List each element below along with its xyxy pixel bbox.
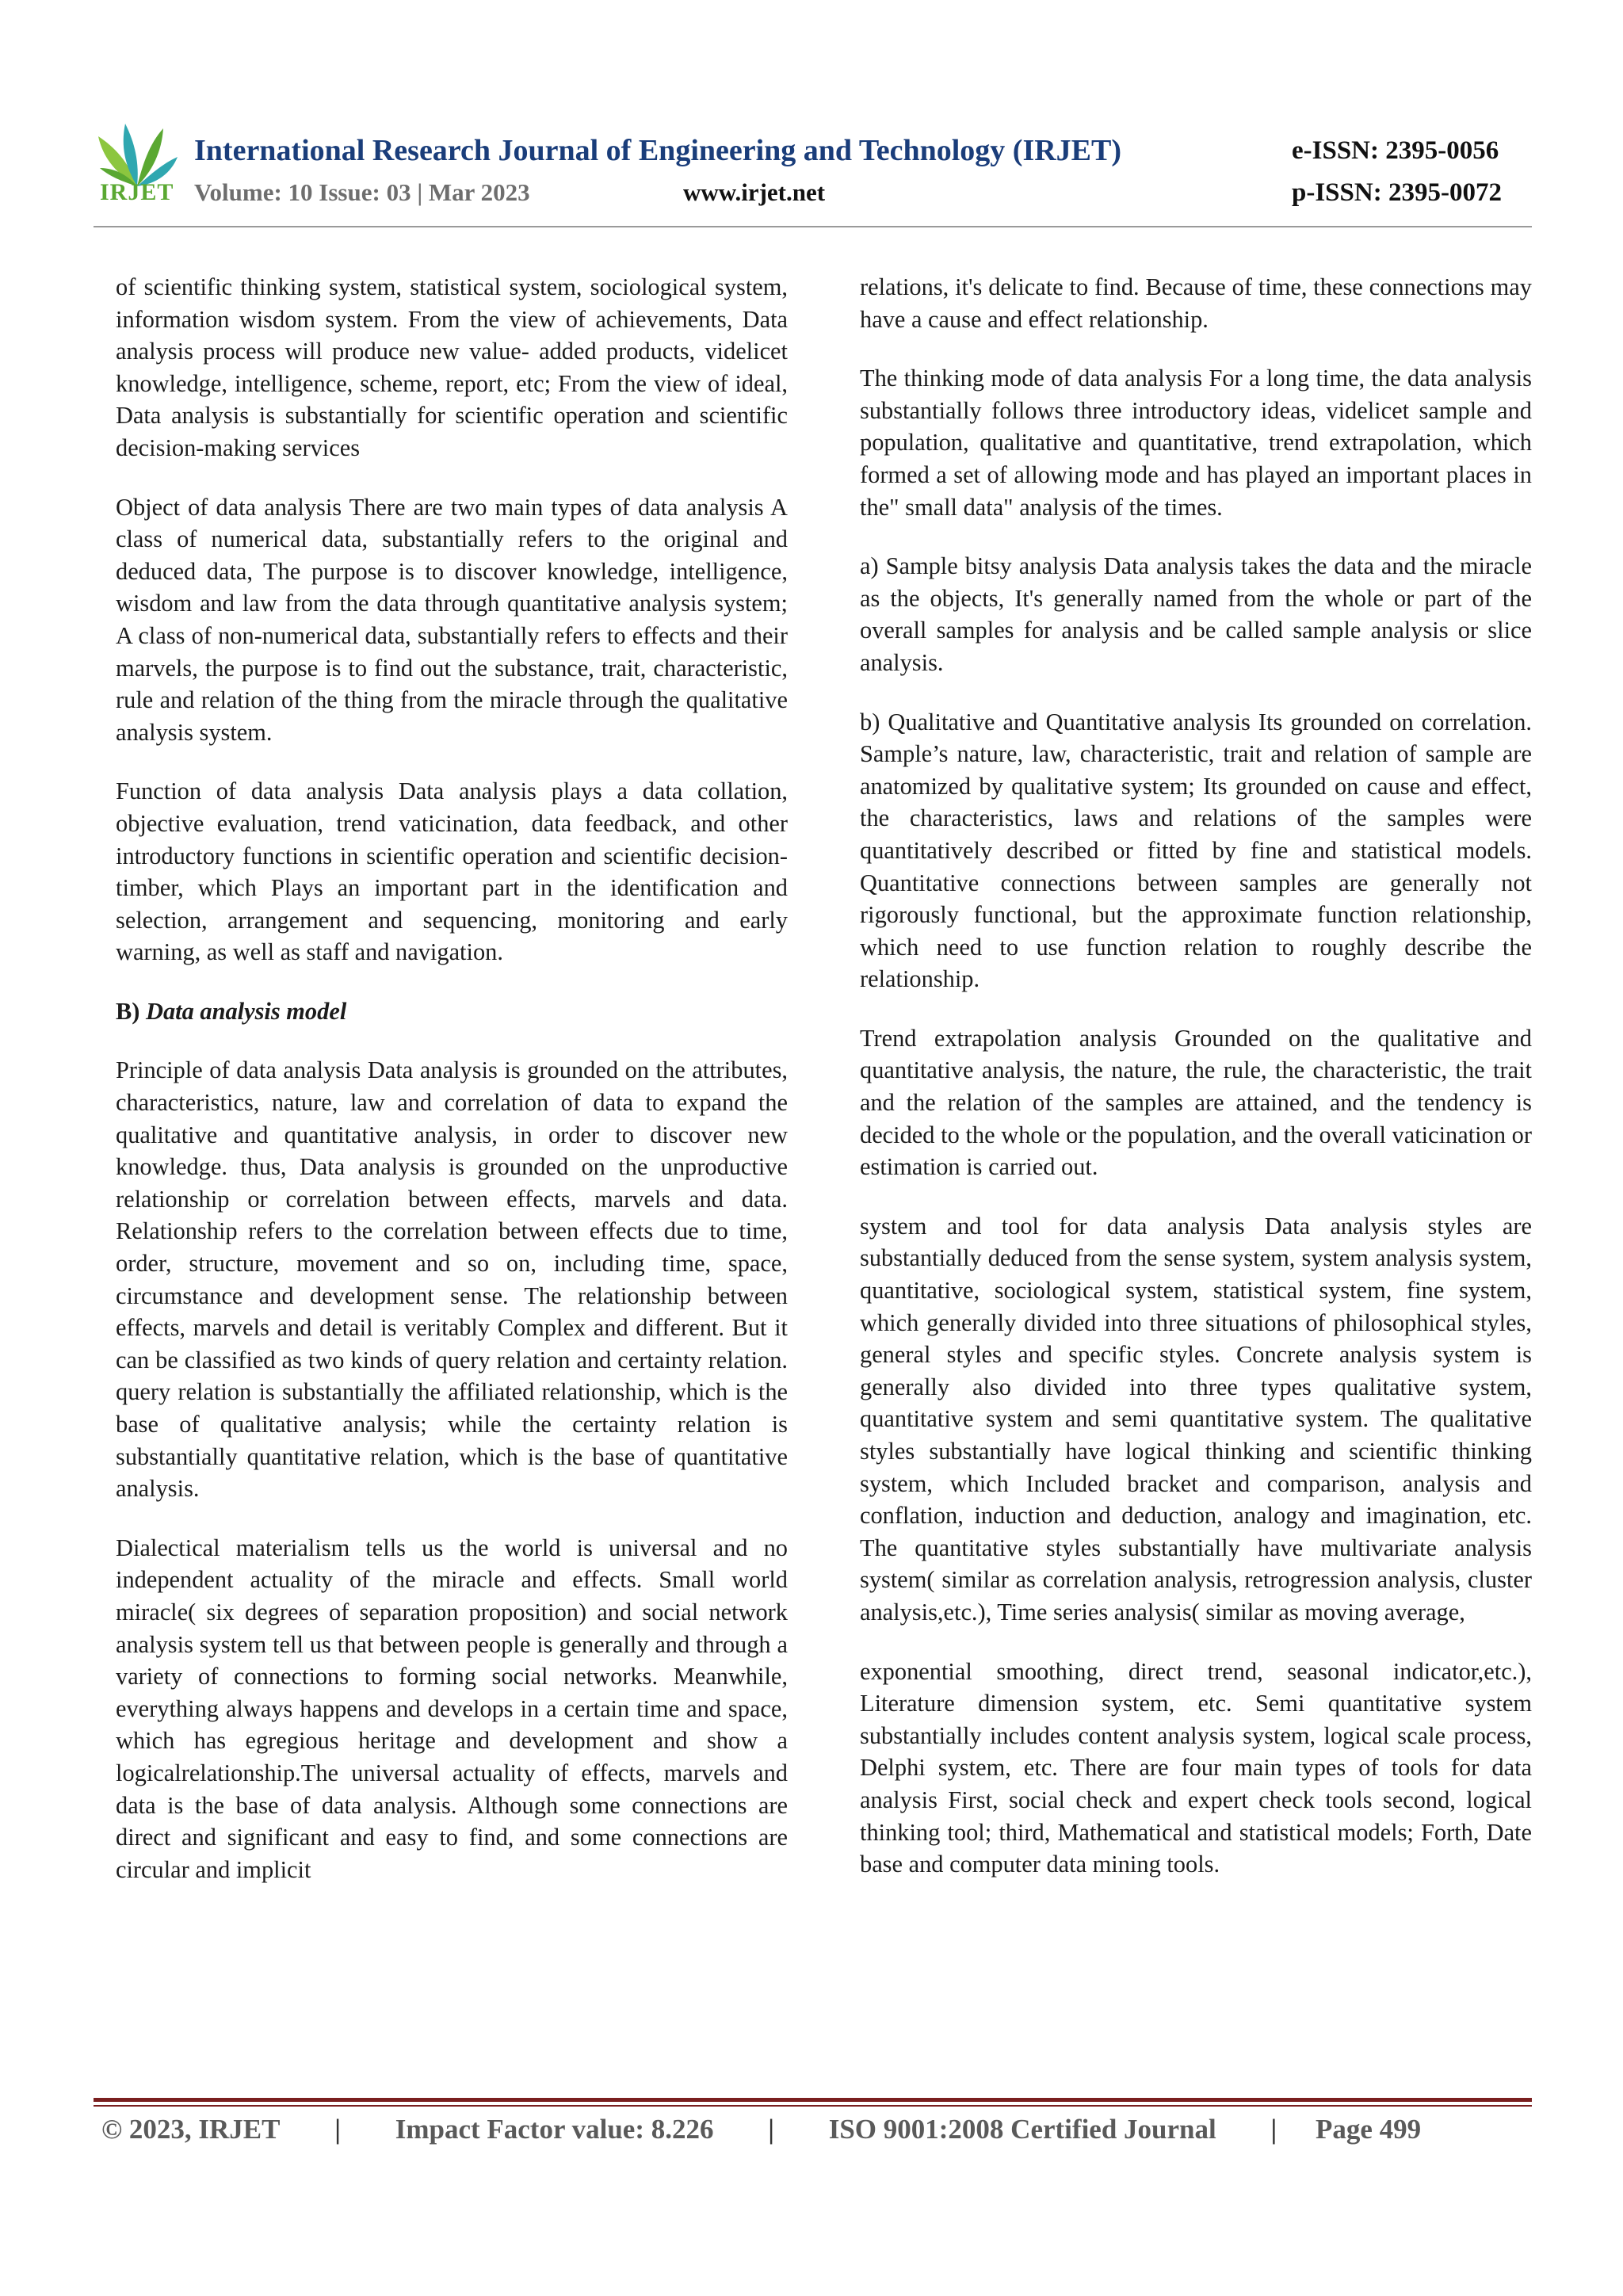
page-number: Page 499 (1315, 2114, 1422, 2145)
header-divider (94, 226, 1532, 227)
footer-copyright: © 2023, IRJET (101, 2114, 281, 2145)
paragraph: The thinking mode of data analysis For a long time, the data analysis substantially follows three introductory ideas, videlicet sample and population, qualitative and quantitative, trend extrapolation, which formed a set of allowing mode and has played an important places in the" small data" analysis of the times. (860, 365, 1532, 521)
section-heading-prefix: B) (116, 997, 140, 1025)
footer-separator: | (768, 2114, 774, 2145)
e-issn: e-ISSN: 2395-0056 (1292, 136, 1499, 165)
paragraph: b) Qualitative and Quantitative analysis Its grounded on correlation. Sample’s nature, law, characteristic, trait and relation of sample are anatomized by qualitative system; Its grounded on cause and effect, the characteristics, laws and relations of the samples were quantitatively described or fitted by fine and statistical models. Quantitative connections between samples are generally not rigorously functional, but the approximate function relationship, which need to use function relation to roughly describe the relationship. (860, 708, 1532, 993)
page-footer (101, 2114, 1421, 2145)
footer-impact-factor: Impact Factor value: 8.226 (395, 2114, 714, 2145)
journal-website-link[interactable]: www.irjet.net (683, 178, 826, 206)
left-column (116, 271, 788, 1912)
paragraph: Trend extrapolation analysis Grounded on the qualitative and quantitative analysis, the nature, the rule, the characteristic, the trait and the relation of the samples are attained, and the tendency is decided to the whole or the population, and the overall vaticination or estimation is carried out. (860, 1024, 1532, 1181)
footer-divider-thin (94, 2105, 1532, 2107)
paragraph: Principle of data analysis Data analysis is grounded on the attributes, characteristics, nature, law and correlation of data to expand the qualitative and quantitative analysis, in order to discover new knowledge. thus, Data analysis is grounded on the unproductive relationship or correlation between effects, marvels and data. Relationship refers to the correlation between effects due to time, order, structure, movement and so on, including time, space, circumstance and development sense. The relationship between effects, marvels and detail is veritably Complex and different. But it can be classified as two kinds of query relation and certainty relation. query relation is substantially the affiliated relationship, which is the base of qualitative analysis; while the certainty relation is substantially quantitative relation, which is the base of quantitative analysis. (116, 1056, 788, 1503)
paragraph: relations, it's delicate to find. Because of time, these connections may have a cause and effect relationship. (860, 273, 1532, 333)
volume-issue: Volume: 10 Issue: 03 | Mar 2023 (194, 178, 530, 206)
paragraph: Dialectical materialism tells us the world is universal and no independent actuality of the miracle and effects. Small world miracle( six degrees of separation proposition) and social network analysis system tell us that between people is generally and through a variety of connections to forming social networks. Meanwhile, everything always happens and develops in a certain time and space, which has egregious heritage and development and show a logicalrelationship.The universal actuality of effects, marvels and data is the base of data analysis. Although some connections are direct and significant and easy to find, and some connections are circular and implicit (116, 1534, 788, 1883)
paragraph: Object of data analysis There are two main types of data analysis A class of numerical data, substantially refers to the original and deduced data, The purpose is to discover knowledge, intelligence, wisdom and law from the data through quantitative analysis system; A class of non-numerical data, substantially refers to effects and their marvels, the purpose is to find out the substance, trait, characteristic, rule and relation of the thing from the miracle through the qualitative analysis system. (116, 493, 788, 746)
paragraph: system and tool for data analysis Data analysis styles are substantially deduced from the sense system, system analysis system, quantitative, sociological system, statistical system, fine system, which generally divided into three situations of philosophical styles, general styles and specific styles. Concrete analysis system is generally also divided into three types qualitative system, quantitative system and semi quantitative system. The qualitative styles substantially have logical thinking and scientific thinking system, which Included bracket and comparison, analysis and conflation, induction and deduction, analogy and imagination, etc. The quantitative styles substantially have multivariate analysis system( similar as correlation analysis, retrogression analysis, cluster analysis,etc.), Time series analysis( similar as moving average, (860, 1212, 1532, 1626)
p-issn: p-ISSN: 2395-0072 (1292, 178, 1502, 207)
footer-separator: | (334, 2114, 341, 2145)
right-column (860, 271, 1532, 1908)
section-heading-title: Data analysis model (146, 997, 347, 1025)
paragraph: of scientific thinking system, statistical system, sociological system, information wisdom system. From the view of achievements, Data analysis process will produce new value- added products, videlicet knowledge, intelligence, scheme, report, etc; From the view of ideal, Data analysis is substantially for scientific operation and scientific decision-making services (116, 273, 788, 461)
journal-title: International Research Journal of Engineering and Technology (IRJET) (194, 134, 1122, 167)
paragraph: a) Sample bitsy analysis Data analysis takes the data and the miracle as the objects, It's generally named from the whole or part of the overall samples for analysis and be called sample analysis or slice analysis. (860, 552, 1532, 676)
section-heading (116, 995, 788, 1028)
logo-text: IRJET (100, 179, 174, 205)
paragraph: exponential smoothing, direct trend, seasonal indicator,etc.), Literature dimension system, etc. Semi quantitative system substantially includes content analysis system, logical scale process, Delphi system, etc. There are four main types of tools for data analysis First, social check and expert check tools second, logical thinking tool; third, Mathematical and statistical models; Forth, Date base and computer data mining tools. (860, 1657, 1532, 1878)
paragraph: Function of data analysis Data analysis plays a data collation, objective evaluation, trend vaticination, data feedback, and other introductory functions in scientific operation and scientific decision- timber, which Plays an important part in the identification and selection, arrangement and sequencing, monitoring and early warning, as well as staff and navigation. (116, 777, 788, 966)
footer-separator: | (1270, 2114, 1277, 2145)
footer-divider (94, 2098, 1532, 2102)
footer-iso: ISO 9001:2008 Certified Journal (828, 2114, 1216, 2145)
